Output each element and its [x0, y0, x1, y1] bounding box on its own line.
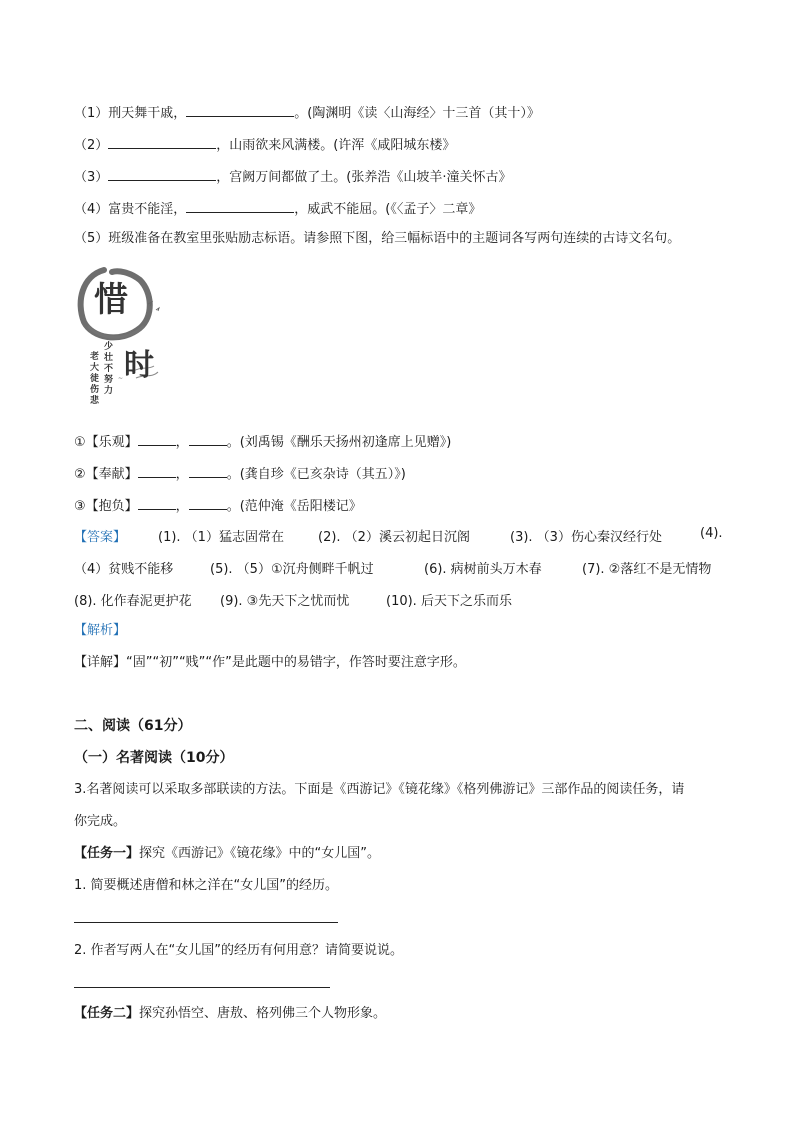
answer-blank[interactable] — [138, 463, 176, 478]
theme-label: 【乐观】 — [85, 435, 138, 450]
theme-2 — [74, 463, 406, 484]
question-3-intro: 3.名著阅读可以采取多部联读的方法。下面是《西游记》《镜花缘》《格列佛游记》三部作品的阅读任务，请 — [74, 782, 685, 797]
svg-text:~: ~ — [118, 375, 124, 382]
answer-item: (9). ③先天下之忧而忧 — [220, 594, 350, 609]
question-number: （5） — [74, 231, 109, 246]
question-number: （4） — [74, 202, 109, 217]
answer-blank[interactable] — [108, 134, 216, 149]
section-title: 二、阅读（61分） — [74, 718, 192, 734]
answer-line[interactable] — [74, 987, 330, 988]
theme-source: 。(龚自珍《已亥杂诗（其五）》) — [226, 467, 406, 482]
question-number: （3） — [74, 170, 109, 185]
answer-item: (6). 病树前头万木春 — [424, 562, 542, 577]
task-1-question-1: 1. 简要概述唐僧和林之洋在“女儿国”的经历。 — [74, 878, 339, 893]
slogan-motto-col2: 老大徒伤悲 — [90, 352, 100, 406]
question-prefix: 富贵不能淫， — [108, 202, 187, 217]
slogan-big-char: 惜 — [94, 280, 128, 320]
task-1-question-2: 2. 作者写两人在“女儿国”的经历有何用意？请简要说说。 — [74, 943, 404, 958]
task-2 — [74, 1005, 386, 1023]
separator: ， — [175, 467, 189, 482]
answer-blank[interactable] — [108, 166, 216, 181]
theme-label: 【奉献】 — [85, 467, 138, 482]
analysis-label: 【解析】 — [74, 623, 127, 638]
question-3 — [74, 166, 512, 187]
answer-item: (4). — [700, 526, 723, 541]
slogan-second-char: 时 — [124, 348, 154, 383]
answer-blank[interactable] — [186, 198, 294, 213]
theme-3 — [74, 495, 362, 516]
answer-item: (2). （2）溪云初起日沉阁 — [318, 530, 470, 545]
answer-blank[interactable] — [138, 431, 176, 446]
answer-blank[interactable] — [186, 102, 294, 117]
task-text: 探究《西游记》《镜花缘》中的“女儿国”。 — [139, 846, 380, 861]
answer-item: (5). （5）①沉舟侧畔千帆过 — [210, 562, 374, 577]
theme-mark: ③ — [74, 499, 86, 514]
theme-source: 。(刘禹锡《酬乐天扬州初逢席上见赠》) — [226, 435, 452, 450]
answer-item: (8). 化作春泥更护花 — [74, 594, 192, 609]
answer-item: (7). ②落红不是无情物 — [582, 562, 712, 577]
question-source: 。(陶渊明《读〈山海经〉十三首（其十）》 — [294, 106, 540, 121]
question-source: ，山雨欲来风满楼。(许浑《咸阳城东楼》 — [216, 138, 456, 153]
theme-mark: ② — [74, 467, 86, 482]
answer-item: (3). （3）伤心秦汉经行处 — [510, 530, 662, 545]
slogan-figure — [74, 262, 174, 412]
answer-blank[interactable] — [189, 495, 227, 510]
slogan-motto-col1: 少壮不努力 — [104, 342, 114, 396]
theme-label: 【抱负】 — [85, 499, 138, 514]
question-prefix: 刑天舞干戚， — [108, 106, 187, 121]
theme-1 — [74, 431, 451, 452]
answer-item: (10). 后天下之乐而乐 — [386, 594, 512, 609]
question-3-intro-cont: 你完成。 — [74, 814, 127, 829]
task-label: 【任务二】 — [74, 1006, 140, 1021]
theme-source: 。(范仲淹《岳阳楼记》 — [226, 499, 362, 514]
task-text: 探究孙悟空、唐敖、格列佛三个人物形象。 — [139, 1006, 387, 1021]
question-number: （1） — [74, 106, 109, 121]
task-label: 【任务一】 — [74, 846, 140, 861]
answer-label: 【答案】 — [74, 530, 127, 545]
question-source: ，宫阙万间都做了土。(张养浩《山坡羊·潼关怀古》 — [216, 170, 512, 185]
question-5 — [74, 230, 680, 248]
question-1 — [74, 102, 540, 123]
task-1 — [74, 845, 380, 863]
subsection-title: （一）名著阅读（10分） — [74, 750, 234, 766]
question-4 — [74, 198, 481, 219]
theme-mark: ① — [74, 435, 86, 450]
separator: ， — [175, 499, 189, 514]
answer-blank[interactable] — [189, 431, 227, 446]
question-text: 班级准备在教室里张贴励志标语。请参照下图，给三幅标语中的主题词各写两句连续的古诗文名句。 — [108, 231, 681, 246]
question-number: （2） — [74, 138, 109, 153]
analysis-detail: 【详解】“固”“初”“贱”“作”是此题中的易错字，作答时要注意字形。 — [74, 655, 466, 670]
separator: ， — [175, 435, 189, 450]
question-source: ，威武不能屈。(《〈孟子〉二章》 — [294, 202, 482, 217]
answer-item: (1). （1）猛志固常在 — [158, 530, 284, 545]
answer-blank[interactable] — [189, 463, 227, 478]
question-2 — [74, 134, 455, 155]
answer-line[interactable] — [74, 922, 338, 923]
answer-item: （4）贫贱不能移 — [74, 562, 174, 577]
answer-blank[interactable] — [138, 495, 176, 510]
